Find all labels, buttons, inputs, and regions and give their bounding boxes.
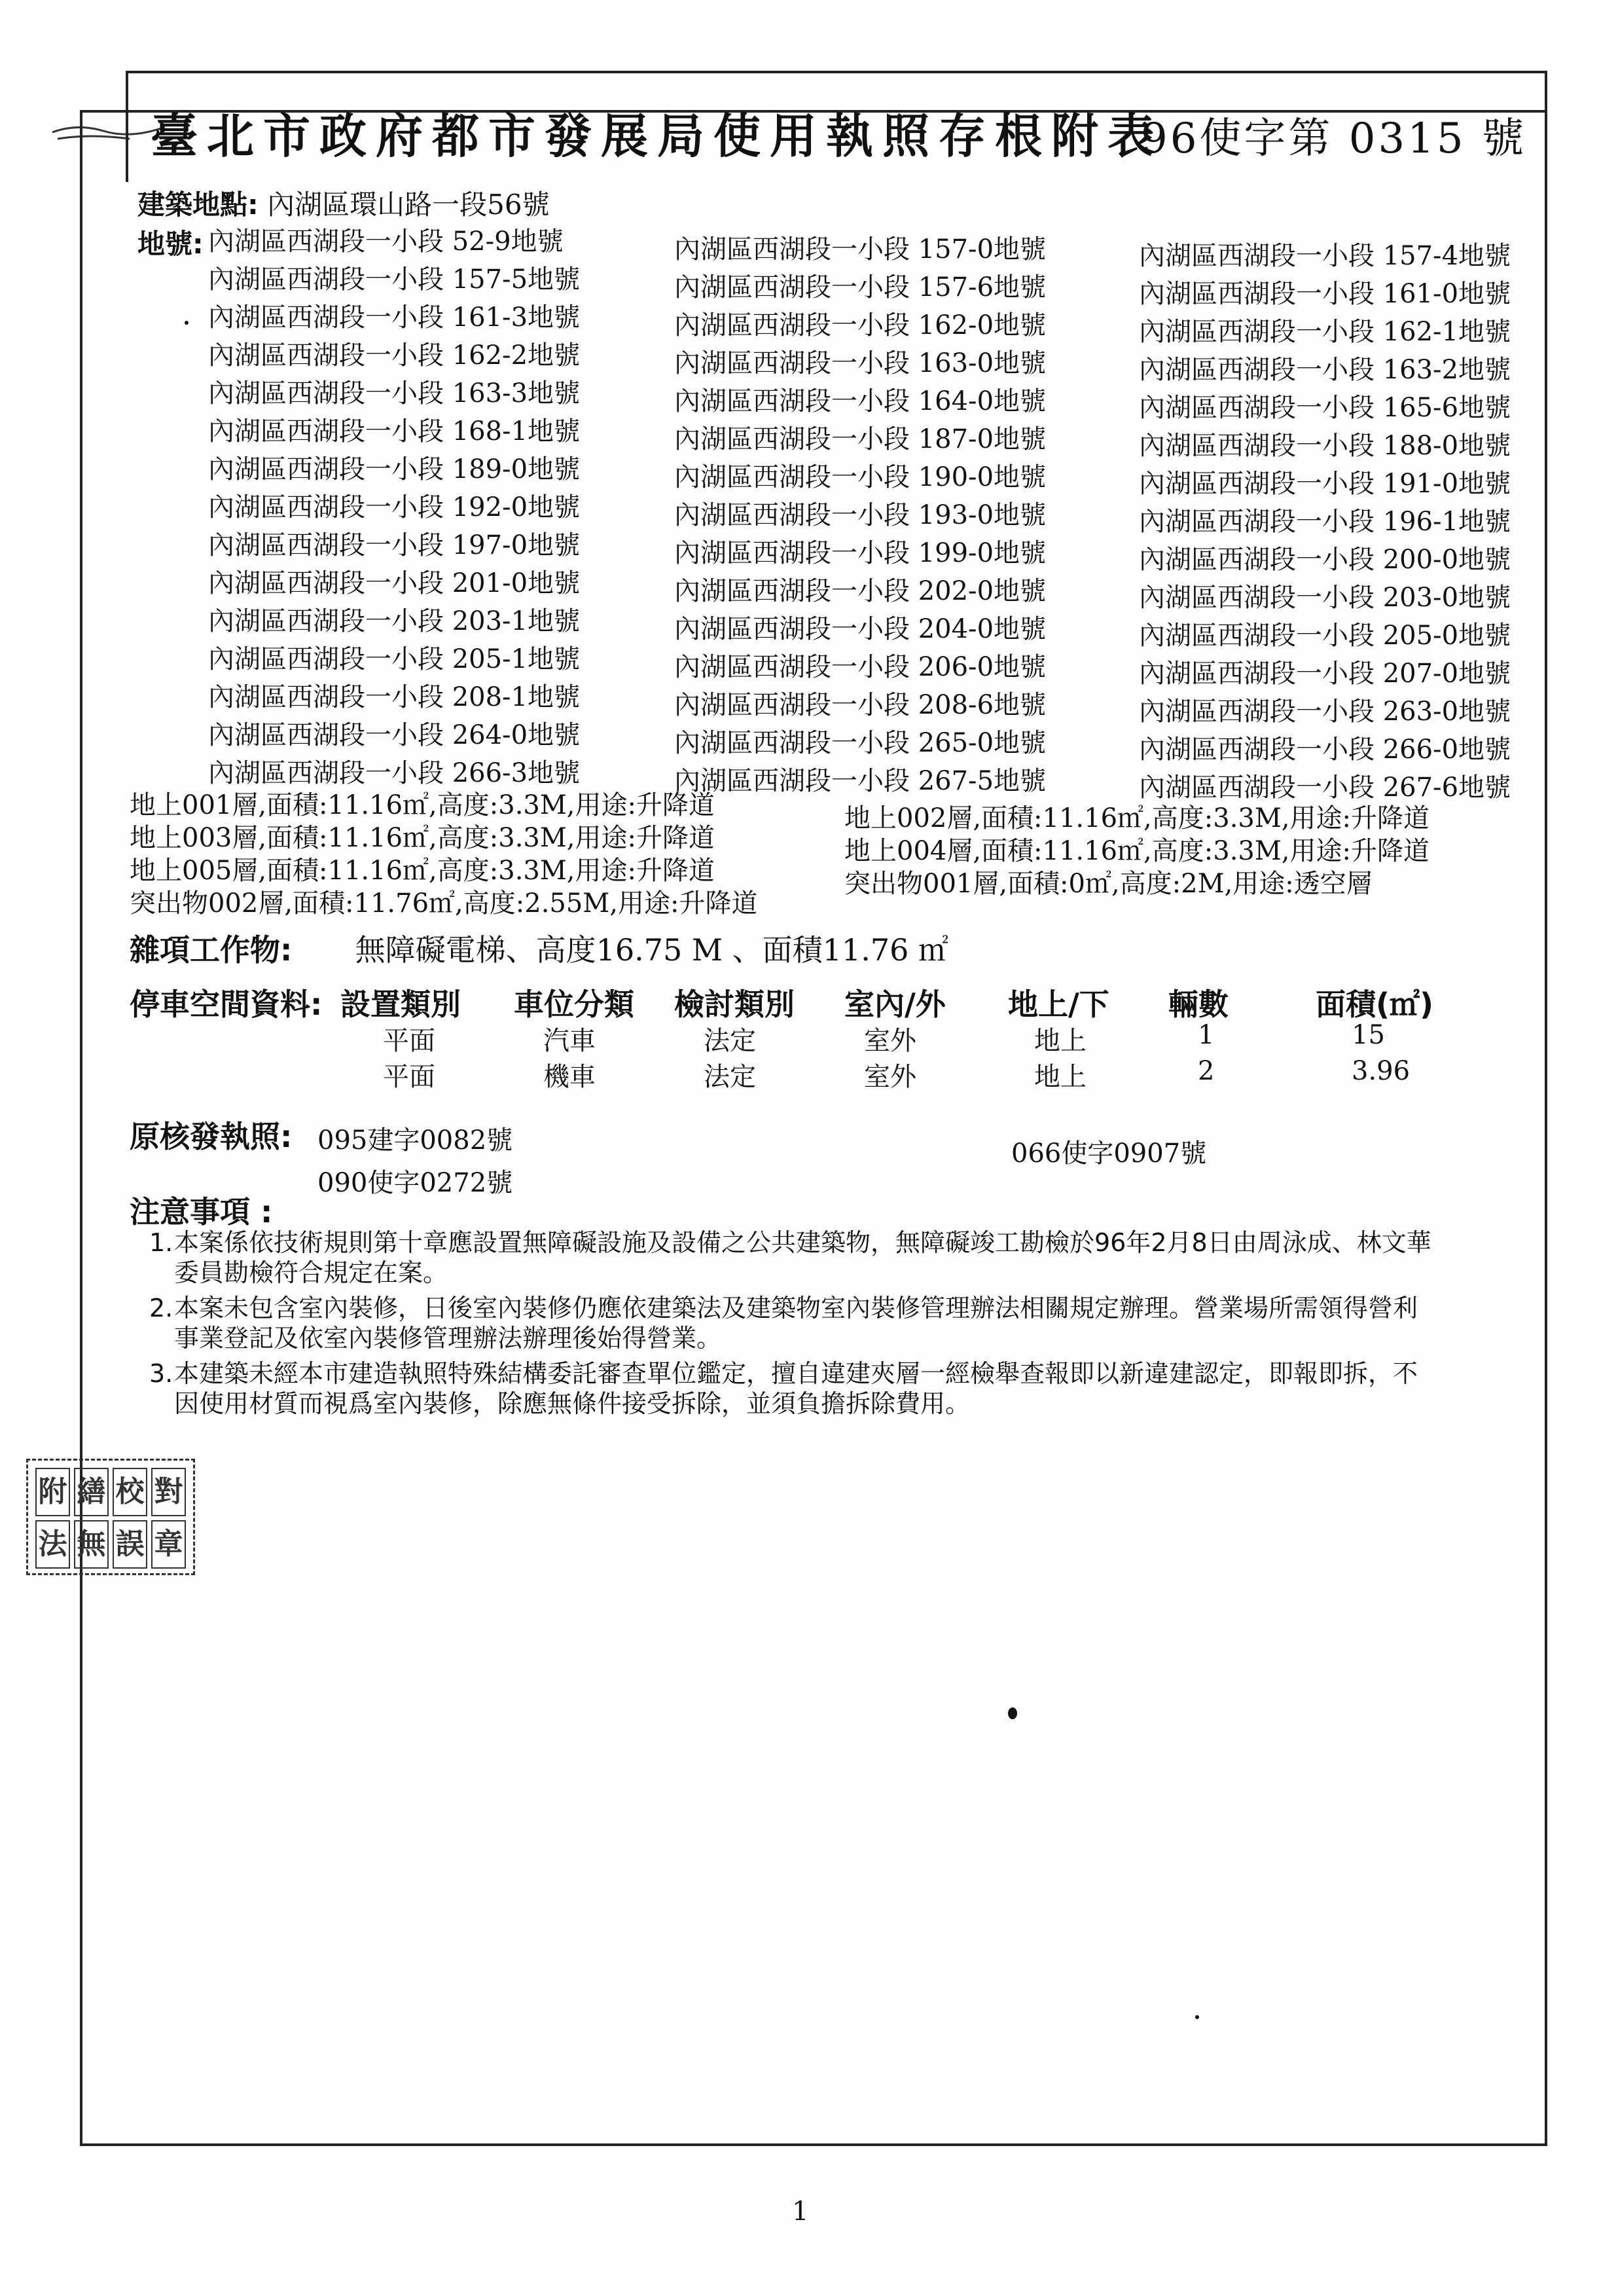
lot-number-item: 內湖區西湖段一小段 157-0地號 <box>674 234 1047 264</box>
lot-list-column-1 <box>208 223 580 792</box>
lot-number-item: 內湖區西湖段一小段 201-0地號 <box>208 568 581 598</box>
lot-number-item: 內湖區西湖段一小段 162-2地號 <box>208 340 581 371</box>
lot-number-item: 內湖區西湖段一小段 163-2地號 <box>1139 355 1511 385</box>
lot-number-item: 內湖區西湖段一小段 265-0地號 <box>674 728 1047 758</box>
lot-number-item: 內湖區西湖段一小段 193-0地號 <box>674 500 1047 530</box>
lot-number-item: 內湖區西湖段一小段 208-6地號 <box>674 690 1047 720</box>
lot-number-item: 內湖區西湖段一小段 203-1地號 <box>208 606 581 636</box>
lot-number-item: 內湖區西湖段一小段 164-0地號 <box>674 386 1047 416</box>
parking-cell: 法定 <box>704 1062 756 1092</box>
approval-seal-stamp <box>26 1459 195 1575</box>
specks <box>1008 1707 1017 1719</box>
floor-info-item: 突出物002層,面積:11.76㎡,高度:2.55M,用途:升降道 <box>130 888 758 919</box>
building-location-label: 建築地點: <box>137 189 259 221</box>
lot-number-item: 內湖區西湖段一小段 205-0地號 <box>1139 621 1511 651</box>
lot-number-item: 內湖區西湖段一小段 187-0地號 <box>674 424 1047 454</box>
lot-number-item: 內湖區西湖段一小段 199-0地號 <box>674 538 1047 568</box>
floor-info-item: 地上005層,面積:11.16㎡,高度:3.3M,用途:升降道 <box>130 856 715 886</box>
seal-character: 附 <box>35 1468 70 1516</box>
original-license-item: 066使字0907號 <box>1011 1139 1207 1169</box>
floor-list-left <box>130 789 757 920</box>
misc-works-value: 無障礙電梯、高度16.75 M 、面積11.76 ㎡ <box>355 932 948 968</box>
seal-character: 誤 <box>113 1520 147 1569</box>
lot-number-item: 內湖區西湖段一小段 157-6地號 <box>674 272 1047 302</box>
floor-info-item: 突出物001層,面積:0㎡,高度:2M,用途:透空層 <box>844 869 1373 899</box>
parking-cell: 地上 <box>1034 1062 1087 1092</box>
floor-info-item: 地上001層,面積:11.16㎡,高度:3.3M,用途:升降道 <box>130 790 715 820</box>
parking-header-cell: 車位分類 <box>514 987 634 1022</box>
seal-character: 校 <box>113 1468 147 1516</box>
parking-label: 停車空間資料: <box>130 987 323 1022</box>
lot-number-item: 內湖區西湖段一小段 165-6地號 <box>1139 393 1511 423</box>
permit-number: 96使字第 0315 號 <box>1141 115 1526 163</box>
lot-number-item: 內湖區西湖段一小段 263-0地號 <box>1139 697 1511 727</box>
lot-number-item: 內湖區西湖段一小段 162-0地號 <box>674 310 1047 340</box>
lot-number-item: 內湖區西湖段一小段 190-0地號 <box>674 462 1047 492</box>
parking-cell: 地上 <box>1034 1026 1087 1056</box>
lot-number-item: 內湖區西湖段一小段 204-0地號 <box>674 614 1047 644</box>
lot-number-item: 內湖區西湖段一小段 161-3地號 <box>208 302 581 333</box>
page-number: 1 <box>792 2196 809 2227</box>
lot-number-item: 內湖區西湖段一小段 200-0地號 <box>1139 545 1511 575</box>
seal-character: 繕 <box>74 1468 109 1516</box>
note-number: 1. <box>149 1228 173 1257</box>
parking-cell: 室外 <box>864 1026 916 1056</box>
parking-header-cell: 地上/下 <box>1008 987 1109 1022</box>
parking-cell: 1 <box>1198 1020 1215 1050</box>
misc-works-label: 雜項工作物: <box>130 932 293 968</box>
lot-number-item: 內湖區西湖段一小段 189-0地號 <box>208 454 581 484</box>
building-location <box>137 183 550 223</box>
seal-character: 章 <box>151 1520 186 1569</box>
note-text: 因使用材質而視爲室內裝修，除應無條件接受拆除，並須負擔拆除費用。 <box>174 1389 971 1418</box>
original-license-item: 095建字0082號 <box>317 1125 513 1156</box>
lot-number-item: 內湖區西湖段一小段 162-1地號 <box>1139 317 1511 347</box>
parking-header-cell: 室內/外 <box>844 987 946 1022</box>
lot-number-item: 內湖區西湖段一小段 191-0地號 <box>1139 469 1511 499</box>
document-title: 臺北市政府都市發展局使用執照存根附表 <box>151 108 1164 164</box>
note-text: 本建築未經本市建造執照特殊結構委託審查單位鑑定，擅自違建夾層一經檢舉查報即以新違建認定，即報即拆，不 <box>174 1359 1418 1388</box>
parking-header-cell: 檢討類別 <box>674 987 795 1022</box>
lot-number-item: 內湖區西湖段一小段 188-0地號 <box>1139 431 1511 461</box>
parking-header-cell: 輛數 <box>1168 987 1229 1022</box>
floor-info-item: 地上003層,面積:11.16㎡,高度:3.3M,用途:升降道 <box>130 823 715 853</box>
lot-number-item: 內湖區西湖段一小段 161-0地號 <box>1139 279 1511 309</box>
lot-number-item: 內湖區西湖段一小段 157-5地號 <box>208 264 581 295</box>
note-item <box>149 1228 1530 1288</box>
specks <box>1195 2015 1199 2019</box>
lot-number-item: 內湖區西湖段一小段 203-0地號 <box>1139 583 1511 613</box>
note-item <box>149 1293 1530 1353</box>
floor-info-item: 地上004層,面積:11.16㎡,高度:3.3M,用途:升降道 <box>844 836 1430 866</box>
lot-number-item: 內湖區西湖段一小段 206-0地號 <box>674 652 1047 682</box>
lot-number-item: 內湖區西湖段一小段 264-0地號 <box>208 720 581 750</box>
parking-cell: 2 <box>1198 1056 1215 1086</box>
parking-cell: 法定 <box>704 1026 756 1056</box>
note-text: 本案未包含室內裝修，日後室內裝修仍應依建築法及建築物室內裝修管理辦法相關規定辦理。營業場所需領得營利 <box>174 1294 1418 1322</box>
floor-info-item: 地上002層,面積:11.16㎡,高度:3.3M,用途:升降道 <box>844 803 1430 833</box>
lot-number-item: 內湖區西湖段一小段 267-5地號 <box>674 766 1047 796</box>
lot-number-item: 內湖區西湖段一小段 205-1地號 <box>208 644 581 674</box>
lot-number-item: 內湖區西湖段一小段 163-3地號 <box>208 378 581 409</box>
parking-cell: 機車 <box>543 1062 596 1092</box>
parking-cell: 平面 <box>383 1062 435 1092</box>
lot-number-item: 內湖區西湖段一小段 192-0地號 <box>208 492 581 522</box>
original-license-label: 原核發執照: <box>130 1119 293 1154</box>
parking-cell: 平面 <box>383 1026 435 1056</box>
seal-character: 對 <box>151 1468 186 1516</box>
note-text: 本案係依技術規則第十章應設置無障礙設施及設備之公共建築物，無障礙竣工勘檢於96年2月8日由周泳成、林文華 <box>174 1228 1431 1257</box>
lot-list-column-2 <box>674 230 1046 800</box>
original-license-item: 090使字0272號 <box>317 1168 513 1198</box>
seal-character: 法 <box>35 1520 70 1569</box>
building-location-value: 內湖區環山路一段56號 <box>267 189 550 221</box>
lot-number-item: 內湖區西湖段一小段 168-1地號 <box>208 416 581 446</box>
parking-cell: 3.96 <box>1352 1056 1411 1086</box>
lot-number-item: 內湖區西湖段一小段 266-0地號 <box>1139 735 1511 765</box>
lot-list-column-3 <box>1139 237 1511 807</box>
note-number: 3. <box>149 1359 173 1388</box>
parking-header-cell: 設置類別 <box>340 987 461 1022</box>
note-text: 委員勘檢符合規定在案。 <box>174 1258 448 1287</box>
parking-cell: 汽車 <box>543 1026 596 1056</box>
lot-number-label: 地號: <box>137 228 204 260</box>
misc-works <box>130 926 948 970</box>
parking-header-cell: 面積(㎡) <box>1316 987 1434 1022</box>
lot-number-item: 內湖區西湖段一小段 163-0地號 <box>674 348 1047 378</box>
note-text: 事業登記及依室內裝修管理辦法辦理後始得營業。 <box>174 1324 722 1353</box>
note-number: 2. <box>149 1294 173 1322</box>
lot-number-item: 內湖區西湖段一小段 157-4地號 <box>1139 241 1511 271</box>
notes-label: 注意事項 : <box>130 1194 273 1230</box>
lot-number-item: 內湖區西湖段一小段 202-0地號 <box>674 576 1047 606</box>
parking-cell: 室外 <box>864 1062 916 1092</box>
parking-cell: 15 <box>1352 1020 1385 1050</box>
specks <box>185 321 189 325</box>
lot-number-item: 內湖區西湖段一小段 196-1地號 <box>1139 507 1511 537</box>
lot-number-item: 內湖區西湖段一小段 266-3地號 <box>208 758 581 788</box>
lot-number-item: 內湖區西湖段一小段 197-0地號 <box>208 530 581 560</box>
floor-list-right <box>844 802 1429 900</box>
lot-number-item: 內湖區西湖段一小段 208-1地號 <box>208 682 581 712</box>
seal-character: 無 <box>74 1520 109 1569</box>
lot-number-item: 內湖區西湖段一小段 52-9地號 <box>208 227 564 257</box>
lot-number-item: 內湖區西湖段一小段 267-6地號 <box>1139 773 1511 803</box>
lot-number-item: 內湖區西湖段一小段 207-0地號 <box>1139 659 1511 689</box>
note-item <box>149 1358 1530 1419</box>
